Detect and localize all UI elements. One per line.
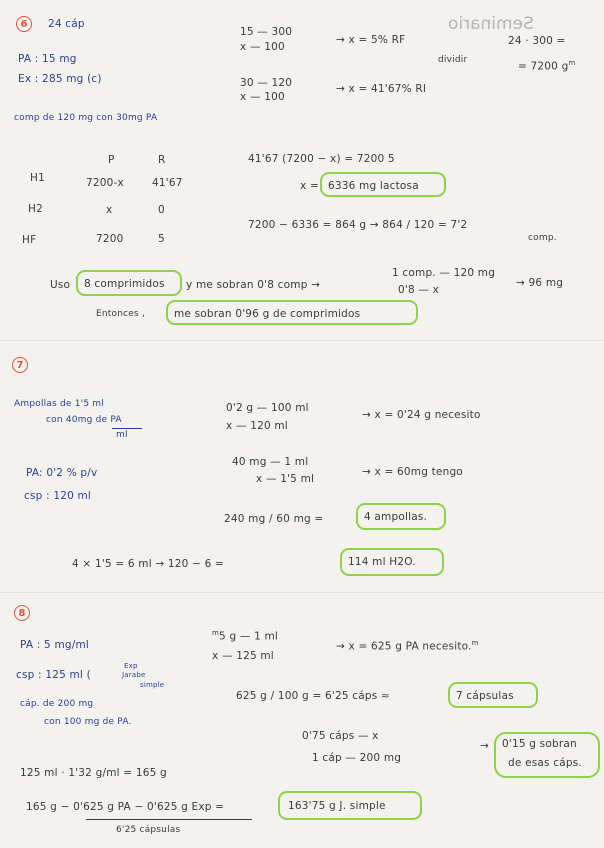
p7-ampoules-unit: ml [116,430,128,440]
p8-density-calc: 125 ml · 1'32 g/ml = 165 g [20,767,167,779]
p6-uso-label: Uso [50,279,71,291]
p6-excipient: Ex : 285 mg (c) [18,73,102,85]
p8-final-denominator: 6'25 cápsulas [116,825,181,835]
p8-pa: PA : 5 mg/ml [20,639,90,651]
p6-row-hf-label: HF [22,234,37,246]
p6-composition: comp de 120 mg con 30mg PA [14,113,158,123]
p6-row-h2-p: x [106,204,113,216]
p6-table-header-r: R [158,154,166,166]
p8-simple-label: simple [140,681,165,689]
p6-row-h2-r: 0 [158,204,165,216]
p8-final-result: 163'75 g J. simple [288,800,386,812]
p6-rule2-result: → x = 41'67% RI [336,83,427,95]
p6-equation-3-unit: comp. [528,233,557,243]
p6-row-h1-label: H1 [30,172,45,184]
p7-rule1-line1: 0'2 g — 100 ml [226,402,309,414]
p6-pa: PA : 15 mg [18,53,77,65]
p7-rule2-line1: 40 mg — 1 ml [232,456,309,468]
p8-capsule-line2: con 100 mg de PA. [44,717,132,727]
p7-rule1-result: → x = 0'24 g necesito [362,409,481,421]
p8-exp-label: Exp [124,662,138,670]
p6-total-line1: 24 · 300 = [508,35,566,47]
p6-equation-3: 7200 − 6336 = 864 g → 864 / 120 = 7'2 [248,219,468,231]
p8-capsules-division: 625 g / 100 g = 6'25 cáps ≈ [236,690,390,702]
p7-csp: csp : 120 ml [24,490,92,502]
p6-proportion-line2: 0'8 — x [398,284,440,296]
problem-8-number: 8 [14,605,30,621]
p6-proportion-line1: 1 comp. — 120 mg [392,267,496,279]
p6-rule2-line1: 30 — 120 [240,77,293,89]
p6-uso-rest: y me sobran 0'8 comp → [186,279,321,291]
p6-row-hf-r: 5 [158,233,165,245]
p8-final-calc: 165 g − 0'625 g PA − 0'625 g Exp = [26,801,225,813]
p8-leftover-line2: de esas cáps. [508,757,582,769]
p6-entonces: Entonces , [96,309,146,319]
p7-ampoules-line1: Ampollas de 1'5 ml [14,399,104,409]
p6-table-header-p: P [108,154,115,166]
p7-rule2-result: → x = 60mg tengo [362,466,463,478]
p6-equation-1: 41'67 (7200 − x) = 7200 5 [248,153,395,165]
p6-dividir-note: dividir [438,55,468,65]
p6-rule1-result: → x = 5% RF [336,34,406,46]
p6-row-h1-r: 41'67 [152,177,183,189]
problem-7-number: 7 [12,357,28,373]
p6-rule2-line2: x — 100 [240,91,285,103]
p7-ampoules-line2: con 40mg de PA [46,415,122,425]
p7-water-result: 114 ml H2O. [348,556,416,568]
problem-6-number: 6 [16,16,32,32]
p6-row-h1-p: 7200-x [86,177,124,189]
p7-ampoules-division: 240 mg / 60 mg = [224,513,324,525]
p6-lactose-result: 6336 mg lactosa [328,180,419,192]
p8-rule2-line2: 1 cáp — 200 mg [312,752,402,764]
p6-row-h2-label: H2 [28,203,43,215]
p8-capsule-line1: cáp. de 200 mg [20,699,94,709]
p8-rule2-line1: 0'75 cáps — x [302,730,379,742]
p7-rule2-line2: x — 1'5 ml [256,473,315,485]
p6-total-line2: = 7200 $g^m$ [518,59,576,73]
p8-rule1-line1: $^m$5 g — 1 ml [212,629,279,643]
p6-remainder-result: me sobran 0'96 g de comprimidos [174,308,361,320]
p7-rule1-line2: x — 120 ml [226,420,288,432]
p6-proportion-result: → 96 mg [516,277,564,289]
p6-rule1-line1: 15 — 300 [240,26,293,38]
bleed-through-title: Seminario [448,14,534,34]
p7-pa: PA: 0'2 % p/v [26,467,98,479]
p8-rule2-arrow: → [480,740,489,752]
p8-jarabe-label: Jarabe [122,671,146,679]
p6-capsules-count: 24 cáp [48,18,85,30]
p6-rule1-line2: x — 100 [240,41,285,53]
p8-csp: csp : 125 ml ( [16,669,91,681]
p8-leftover-line1: 0'15 g sobran [502,738,577,750]
p6-row-hf-p: 7200 [96,233,124,245]
p6-equation-2-prefix: x = [300,180,319,192]
p7-ampoules-result: 4 ampollas. [364,511,428,523]
p7-water-calc: 4 × 1'5 = 6 ml → 120 − 6 = [72,558,225,570]
p8-capsules-result: 7 cápsulas [456,690,514,702]
p8-rule1-line2: x — 125 ml [212,650,274,662]
p8-rule1-result: → x = 625 g PA necesito.$^m$ [336,639,479,653]
p6-tablets-result: 8 comprimidos [84,278,165,290]
